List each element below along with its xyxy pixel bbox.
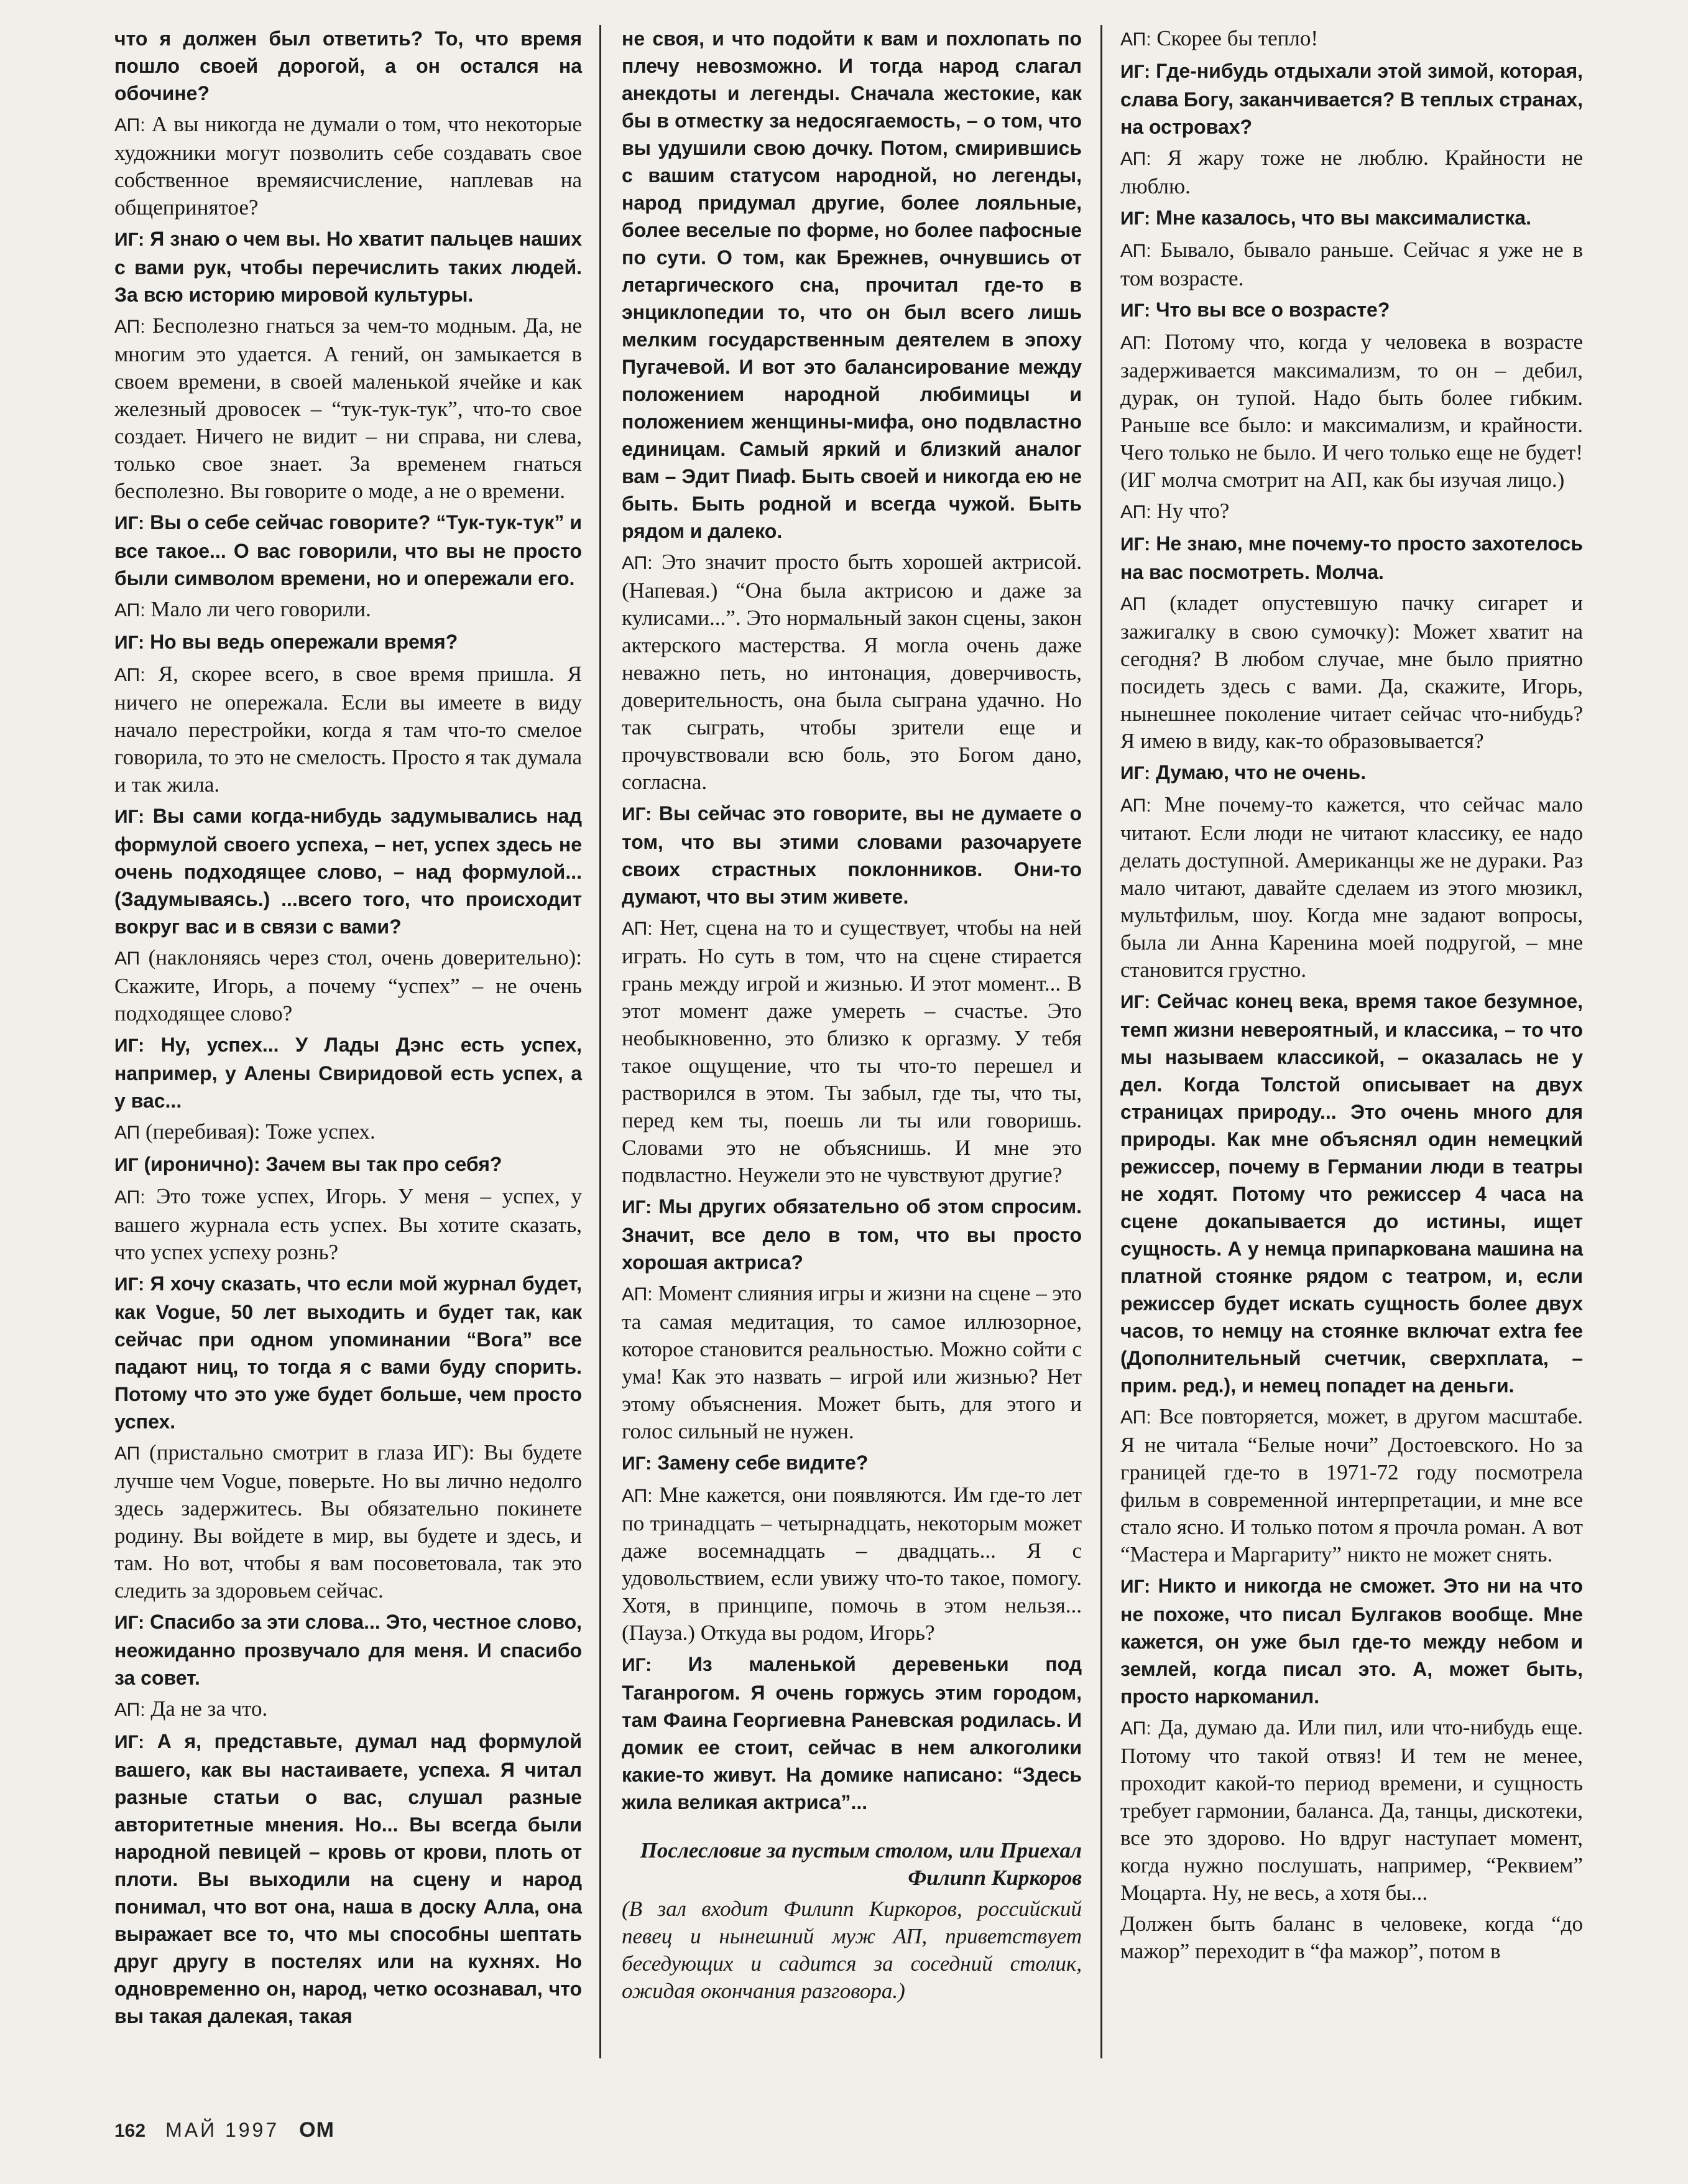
interviewee-answer: [114, 111, 582, 221]
speaker-label: ИГ:: [622, 804, 652, 825]
paragraph-text: (пристально смотрит в глаза ИГ): Вы будете лучше чем Vogue, поверьте. Но вы лично недолго здесь задержитесь. Вы обязательно покинете родину. Вы войдете в мир, вы будете и здесь, и там. Но вот, чтобы я вам посоветовала, так это следить за здоровьем сейчас.: [114, 1440, 582, 1603]
speaker-label: ИГ:: [114, 513, 145, 534]
paragraph-text: Никто и никогда не сможет. Это ни на что не похоже, что писал Булгаков вообще. Мне кажется, он уже был где-то между небом и землей, когда писал это. А, может быть, просто наркоманил.: [1120, 1575, 1584, 1708]
paragraph-text: Нет, сцена на то и существует, чтобы на ней играть. Но суть в том, что на сцене стирается грань между игрой и жизнью. И этот момент... В этот момент даже умереть – счастье. Это необыкновенно, это близко к оргазму. У тебя такое ощущение, что ты что-то перешел и растворился в этом. Ты забыл, где ты, что ты, перед кем ты, поешь ли ты или говоришь. Словами это не объяснишь. И мне это подвластно. Неужели это не чувствуют другие?: [622, 915, 1082, 1187]
speaker-label: АП:: [622, 1486, 653, 1506]
speaker-label: АП: [114, 948, 141, 969]
speaker-label: ИГ:: [114, 1274, 145, 1295]
paragraph-text: Мне казалось, что вы максималистка.: [1156, 206, 1531, 229]
interviewee-answer: [1120, 328, 1583, 494]
speaker-label: ИГ:: [114, 1035, 145, 1056]
paragraph-text: Но вы ведь опережали время?: [150, 631, 458, 653]
paragraph-text: Из маленькой деревеньки под Таганрогом. Я очень горжусь этим городом, там Фаина Георгиевна Раневская родилась. И домик ее стоит, сейчас в нем алкоголики какие-то живут. На домике написано: “Здесь жила великая актриса”...: [622, 1653, 1082, 1813]
paragraph-text: А я, представьте, думал над формулой вашего, как вы настаиваете, успеха. Я читал разные статьи о вас, слушал разные авторитетные мнения. Но... Вы всегда были народной певицей – кровь от крови, плоть от плоти. Вы выходили на сцену и народ понимал, что вот она, наша в доску Алла, она выражает все то, что мы способны шептать друг другу в постелях или на кухнях. Но одновременно он, народ, четко осознавал, что вы такая далекая, такая: [114, 1730, 583, 2027]
interviewee-answer: [1120, 1403, 1583, 1568]
paragraph-text: (наклоняясь через стол, очень доверительно): Скажите, Игорь, а почему “успех” – не очень подходящее слово?: [114, 945, 582, 1025]
interviewee-answer: [114, 312, 582, 505]
interviewer-question: [622, 25, 1082, 545]
speaker-label: АП:: [114, 665, 145, 685]
speaker-label: АП: [114, 1122, 141, 1143]
interviewer-question: [1120, 204, 1583, 233]
paragraph-text: Вы сами когда-нибудь задумывались над формулой своего успеха, – нет, успех здесь не очень подходящее слово, – над формулой... (Задумываясь.) ...всего того, что происходит вокруг вас и в связи с вами?: [114, 805, 583, 938]
paragraph-text: Ну что?: [1156, 499, 1230, 523]
speaker-label: ИГ:: [1120, 1576, 1151, 1597]
paragraph-text: (иронично): Зачем вы так про себя?: [144, 1153, 502, 1175]
page-footer: [114, 2118, 334, 2142]
speaker-label: АП:: [1120, 241, 1151, 261]
speaker-label: АП:: [622, 918, 653, 939]
paragraph-text: Потому что, когда у человека в возрасте задерживается максимализм, то он – дебил, дурак, он тупой. Надо быть более гибким. Раньше все было: и максимализм, и крайности. Чего только не было. И чего только еще не будет! (ИГ молча смотрит на АП, как бы изучая лицо.): [1120, 330, 1584, 492]
paragraph-text: А вы никогда не думали о том, что некоторые художники могут позволить себе создавать свое собственное времяисчисление, наплевав на общепринятое?: [114, 112, 583, 220]
interviewee-answer: [1120, 25, 1583, 53]
paragraph-text: Я жару тоже не люблю. Крайности не люблю.: [1120, 146, 1583, 198]
paragraph-text: Все повторяется, может, в другом масштабе. Я не читала “Белые ночи” Достоевского. Но за границей где-то в 1971-72 году посмотрела фильм в современной интерпретации, и мне все стало ясно. И только потом я прочла роман. А вот “Мастера и Маргариту” никто не может снять.: [1120, 1404, 1584, 1566]
interviewee-answer: [1120, 236, 1583, 292]
paragraph-text: Мне кажется, они появляются. Им где-то лет по тринадцать – четырнадцать, некоторым может даже восемнадцать – двадцать... Я с удовольствием, если увижу что-то такое, помогу. Хотя, в принципе, помочь в этом нельзя... (Пауза.) Откуда вы родом, Игорь?: [622, 1483, 1082, 1645]
speaker-label: ИГ:: [1120, 208, 1151, 229]
magazine-logo: ОМ: [299, 2118, 334, 2142]
interviewee-answer: [1120, 791, 1583, 984]
interviewer-question: [1120, 530, 1583, 586]
interviewer-question: [114, 225, 582, 308]
paragraph-text: Где-нибудь отдыхали этой зимой, которая, слава Богу, заканчивается? В теплых странах, на островах?: [1120, 60, 1584, 138]
speaker-label: ИГ:: [114, 1732, 145, 1752]
paragraph-text: Да, думаю да. Или пил, или что-нибудь еще. Потому что такой отвяз! И тем не менее, проходит какой-то период времени, и сущность требует гармонии, баланса. Да, танцы, дискотеки, все это здорово. Но вдруг наступает момент, когда нужно послушать, например, “Реквием” Моцарта. Ну, не весь, а хотя бы...: [1120, 1715, 1583, 1905]
afterword-title: Послесловие за пустым столом, или Приехал Филипп Киркоров: [640, 1838, 1082, 1890]
paragraph-text: Думаю, что не очень.: [1156, 761, 1367, 784]
paragraph-text: Скорее бы тепло!: [1156, 26, 1318, 50]
interviewer-question: [114, 1728, 582, 2030]
paragraph-text: Вы сейчас это говорите, вы не думаете о том, что вы этими словами разочаруете своих страстных поклонников. Они-то думают, что вы этим живете.: [622, 802, 1082, 908]
speaker-label: АП:: [114, 115, 145, 136]
interviewee-answer: [622, 914, 1082, 1189]
interviewee-answer: [1120, 1910, 1583, 1965]
paragraph-text: Да не за что.: [150, 1696, 268, 1721]
speaker-label: АП:: [114, 1700, 145, 1720]
paragraph-text: (перебивая): Тоже успех.: [145, 1119, 376, 1144]
speaker-label: ИГ:: [114, 1613, 145, 1633]
interviewer-question: [114, 1150, 582, 1179]
page-number: 162: [114, 2121, 146, 2141]
interviewer-question: [114, 1608, 582, 1691]
speaker-label: АП:: [1120, 149, 1151, 169]
paragraph-text: Я, скорее всего, в свое время пришла. Я ничего не опережала. Если вы имеете в виду начало перестройки, когда я там что-то смелое говорила, то это не смелость. Просто я так думала и так жила.: [114, 662, 582, 797]
speaker-label: АП:: [622, 1284, 653, 1305]
paragraph-text: Я знаю о чем вы. Но хватит пальцев наших с вами рук, чтобы перечислить таких людей. За всю историю мировой культуры.: [114, 228, 583, 306]
speaker-label: ИГ:: [114, 807, 145, 827]
interviewer-question: [622, 1650, 1082, 1816]
interviewer-question: [622, 800, 1082, 910]
paragraph-text: Должен быть баланс в человеке, когда “до мажор” переходит в “фа мажор”, потом в: [1120, 1912, 1583, 1963]
interviewer-question: [114, 802, 582, 940]
speaker-label: АП: [114, 1443, 141, 1464]
paragraph-text: не своя, и что подойти к вам и похлопать по плечу невозможно. И тогда народ слагал анекдоты и легенды. Сначала жестокие, как бы в отместку за недосягаемость, – о том, что вы удушили свою дочку. Потом, смирившись с вашим статусом народной, но легенды, народ придумал другие, более лояльные, более веселые по форме, но более пафосные по сути. О том, как Брежнев, очнувшись от летаргического сна, прочитал где-то в энциклопедии то, что он был всего лишь мелким государственным деятелем в эпоху Пугачевой. И вот это балансирование между положением народной любимицы и положением женщины-мифа, оно подвластно единицам. Самый яркий и близкий аналог вам – Эдит Пиаф. Быть своей и никогда ею не быть. Быть родной и всегда чужой. Быть рядом и далеко.: [622, 27, 1082, 542]
paragraph-text: Вы о себе сейчас говорите? “Тук-тук-тук” и все такое... О вас говорили, что вы не просто были символом времени, но и опережали его.: [114, 511, 583, 590]
interviewee-answer: [1120, 590, 1583, 755]
paragraph-text: Это тоже успех, Игорь. У меня – успех, у вашего журнала есть успех. Вы хотите сказать, что успех успеху рознь?: [114, 1184, 582, 1264]
speaker-label: ИГ:: [622, 1197, 652, 1218]
text-column-2: [622, 25, 1082, 2009]
paragraph-text: Бесполезно гнаться за чем-то модным. Да, не многим это удается. А гений, он замыкается в своем времени, в своей маленькой ячейке и как железный дровосек – “тук-тук-тук”, что-то свое создает. Ничего не видит – ни справа, ни слева, только свое знает. За временем гнаться бесполезно. Вы говорите о моде, а не о времени.: [114, 313, 582, 503]
text-column-3: [1120, 25, 1583, 1969]
interviewer-question: [114, 25, 582, 107]
interviewer-question: [1120, 57, 1583, 141]
speaker-label: АП:: [1120, 333, 1151, 353]
interviewee-answer: [114, 944, 582, 1027]
speaker-label: АП:: [622, 553, 653, 573]
speaker-label: АП:: [1120, 795, 1151, 816]
interviewee-answer: [114, 1439, 582, 1604]
speaker-label: ИГ:: [1120, 992, 1151, 1012]
paragraph-text: Сейчас конец века, время такое безумное, темп жизни невероятный, и классика, – то что мы называем классикой, – оказалась не у дел. Когда Толстой описывает на двух страницах природу... Это очень много для природы. Как мне объяснял один немецкий режиссер, почему в Германии люди в театры не ходят. Потому что режиссер 4 часа на сцене докапывается до истины, ищет сущность. А у немца припаркована машина на платной стоянке рядом с театром, и, если режиссер будет искать сущность более двух часов, то немцу на стоянке включат extra fee (Дополнительный счетчик, сверхплата, – прим. ред.), и немец попадет на деньги.: [1120, 990, 1584, 1397]
paragraph-text: Бывало, бывало раньше. Сейчас я уже не в том возрасте.: [1120, 238, 1583, 290]
text-column-1: [114, 25, 582, 2034]
interviewer-question: [1120, 988, 1583, 1399]
paragraph-text: (кладет опустевшую пачку сигарет и зажигалку в свою сумочку): Может хватит на сегодня? В любом случае, мне было приятно посидеть здесь с вами. Да, скажите, Игорь, нынешнее поколение читает сейчас что-нибудь? Я имею в виду, как-то образовывается?: [1120, 591, 1583, 753]
speaker-label: ИГ:: [1120, 300, 1151, 321]
speaker-label: ИГ:: [1120, 62, 1151, 82]
issue-date: МАЙ 1997: [165, 2119, 280, 2141]
paragraph-text: Мало ли чего говорили.: [150, 597, 371, 621]
speaker-label: АП:: [1120, 1718, 1151, 1739]
interviewer-question: [622, 1193, 1082, 1276]
speaker-label: ИГ:: [114, 632, 145, 653]
interviewee-answer: [114, 1695, 582, 1724]
speaker-label: АП:: [1120, 1407, 1151, 1428]
interviewee-answer: [1120, 497, 1583, 526]
paragraph-text: Мне почему-то кажется, что сейчас мало читают. Если люди не читают классику, ее надо делать доступной. Американцы же не дураки. Раз мало читают, давайте сделаем из этого мюзикл, мультфильм, шоу. Когда мне задают вопросы, была ли Анна Каренина моей подругой, – мне становится грустно.: [1120, 792, 1583, 982]
paragraph-text: Замену себе видите?: [657, 1451, 869, 1474]
paragraph-text: Я хочу сказать, что если мой журнал будет, как Vogue, 50 лет выходить и будет так, как сейчас при одном упоминании “Вога” все падают ниц, то тогда я с вами буду спорить. Потому что это уже будет больше, чем просто успех.: [114, 1272, 583, 1433]
interviewer-question: [114, 628, 582, 657]
interviewer-question: [1120, 759, 1583, 787]
paragraph-text: Что вы все о возрасте?: [1156, 298, 1390, 321]
paragraph-text: что я должен был ответить? То, что время пошло своей дорогой, а он остался на обочине?: [114, 27, 582, 104]
interviewee-answer: [114, 1183, 582, 1266]
paragraph-text: Это значит просто быть хорошей актрисой. (Напевая.) “Она была актрисою и даже за кулисами...”. Это нормальный закон сцены, закон актерского мастерства. Я могла очень даже неважно петь, но интонация, доверчивость, доверительность, она была сыграна удачно. Но так сыграть, чтобы зрители еще и прочувствовали всю боль, это Богом дано, согласна.: [622, 550, 1082, 794]
interviewer-question: [622, 1449, 1082, 1478]
speaker-label: ИГ:: [622, 1453, 652, 1474]
column-divider: [1100, 25, 1102, 2058]
interviewee-answer: [114, 596, 582, 624]
speaker-label: ИГ:: [622, 1655, 652, 1675]
interviewee-answer: [114, 660, 582, 798]
interviewer-question: [114, 1270, 582, 1435]
speaker-label: ИГ:: [1120, 534, 1151, 555]
interviewer-question: [1120, 1572, 1583, 1710]
paragraph-text: Мы других обязательно об этом спросим. Значит, все дело в том, что вы просто хорошая актриса?: [622, 1195, 1082, 1274]
interviewee-answer: [622, 1280, 1082, 1445]
speaker-label: АП: [1120, 594, 1146, 614]
speaker-label: АП:: [1120, 502, 1151, 522]
speaker-label: АП:: [1120, 29, 1151, 50]
paragraph-text: Ну, успех... У Лады Дэнс есть успех, например, у Алены Свиридовой есть успех, а у вас...: [114, 1034, 583, 1112]
speaker-label: АП:: [114, 600, 145, 621]
paragraph-text: Не знаю, мне почему-то просто захотелось на вас посмотреть. Молча.: [1120, 532, 1583, 583]
paragraph-text: Спасибо за эти слова... Это, честное слово, неожиданно прозвучало для меня. И спасибо за совет.: [114, 1611, 583, 1689]
speaker-label: ИГ:: [114, 229, 145, 250]
speaker-label: АП:: [114, 317, 145, 337]
interviewee-answer: [622, 548, 1082, 796]
column-divider: [599, 25, 601, 2058]
afterword-note: (В зал входит Филипп Киркоров, российский певец и нынешний муж АП, приветствует беседующих и садится за соседний столик, ожидая окончания разговора.): [622, 1897, 1082, 2003]
interviewee-answer: [114, 1118, 582, 1147]
speaker-label: ИГ:: [1120, 763, 1151, 784]
interviewee-answer: [1120, 1714, 1583, 1907]
speaker-label: ИГ: [114, 1155, 139, 1175]
interviewer-question: [1120, 296, 1583, 325]
interviewee-answer: [622, 1481, 1082, 1647]
speaker-label: АП:: [114, 1187, 145, 1208]
interviewee-answer: [1120, 144, 1583, 200]
paragraph-text: Момент слияния игры и жизни на сцене – это та самая медитация, то самое иллюзорное, которое становится реальностью. Можно сойти с ума! Как это назвать – игрой или жизнью? Нет этому объяснения. Может быть, для этого и голос сильный не нужен.: [622, 1281, 1082, 1443]
interviewer-question: [114, 509, 582, 592]
interviewer-question: [114, 1031, 582, 1114]
